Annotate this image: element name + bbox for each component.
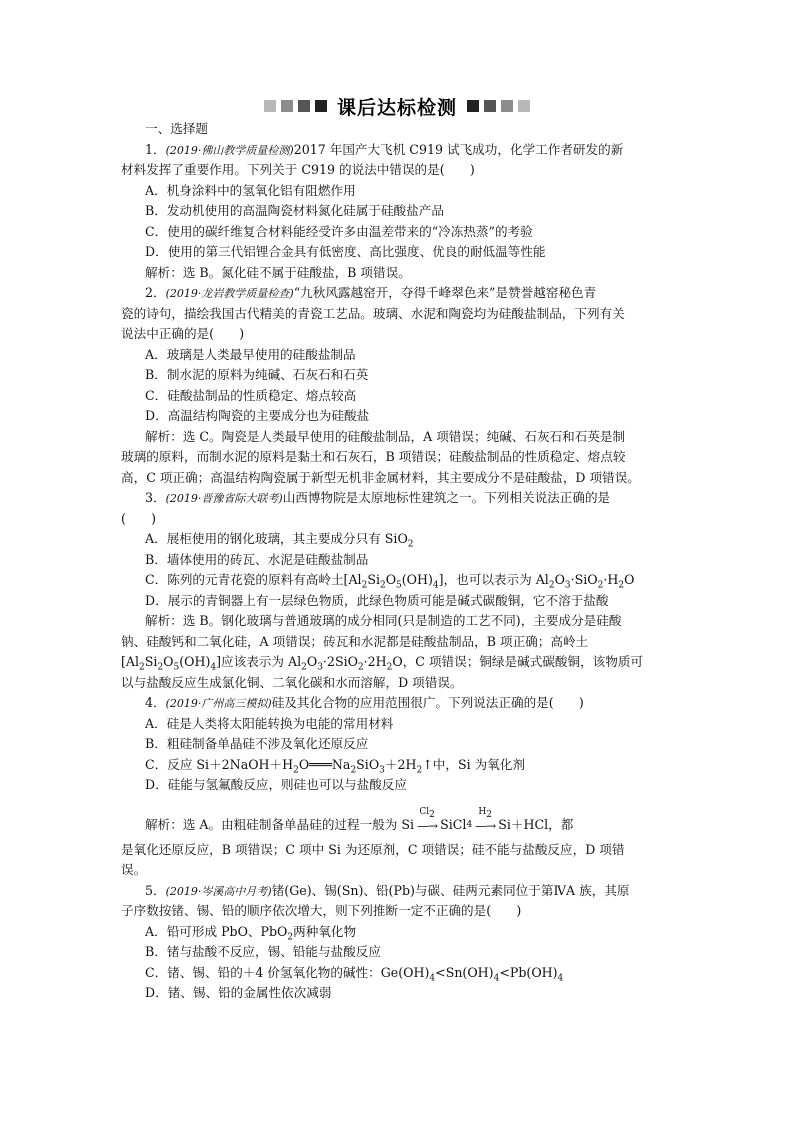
subscript: 3: [564, 580, 571, 591]
subscript: 2: [429, 809, 435, 820]
q3-stem-line1: [121, 488, 676, 509]
q1-option-c: C．使用的碳纤维复合材料能经受许多由温差带来的“冷冻热蒸”的考验: [145, 223, 533, 239]
subscript: 4: [466, 820, 473, 830]
q1-option-a: A．机身涂料中的氢氧化铝有阻燃作用: [145, 182, 356, 198]
decor-square: [467, 100, 479, 112]
subscript: 2: [293, 765, 299, 776]
q3-analysis-text: O: [306, 654, 318, 669]
header-right-squares: [467, 100, 530, 112]
header-left-squares: [264, 100, 327, 112]
q4-analysis-text: Si＋HCl，都: [498, 817, 574, 832]
reagent-label: H: [478, 806, 487, 817]
q3-option-c-text: ]，也可以表示为 Al: [438, 572, 549, 587]
q3-option-c-text: Si: [367, 572, 380, 587]
decor-square: [281, 100, 293, 112]
q5-stem-line1: [121, 881, 676, 902]
q5-option-c-text: C．锗、锡、铅的＋4 价氢氧化物的碱性：Ge(OH): [145, 964, 430, 980]
q5-option-a-text: A．铅可形成 PbO、PbO: [145, 923, 288, 939]
q3-analysis-text: [Al: [121, 654, 140, 669]
q2-number: 2．: [145, 285, 166, 300]
arrow-reagent: [478, 807, 492, 820]
subscript: 4: [493, 973, 500, 984]
subscript: 4: [429, 973, 436, 984]
q3-analysis-line3: [121, 652, 676, 673]
q2-option-a: A．玻璃是人类最早使用的硅酸盐制品: [145, 346, 356, 362]
q1-option-b: B．发动机使用的高温陶瓷材料氮化硅属于硅酸盐产品: [145, 203, 444, 218]
arrow-reagent: [419, 807, 435, 820]
question-content: [121, 119, 676, 1004]
q1-stem-line2: 材料发挥了重要作用。下列关于 C919 的说法中错误的是( ): [121, 162, 475, 177]
q2-option-b: B．制水泥的原料为纯碱、石灰石和石英: [145, 367, 369, 382]
q3-source: (2019·晋豫省际大联考): [165, 492, 283, 505]
q4-option-c: [121, 755, 676, 776]
subscript: 2: [350, 765, 357, 776]
reaction-arrow: [417, 807, 437, 832]
q4-option-a: A．硅是人类将太阳能转换为电能的常用材料: [145, 715, 394, 731]
subscript: 2: [597, 580, 604, 591]
q5-option-c: [121, 963, 676, 984]
q3-option-c-text: ·H: [603, 572, 619, 587]
q4-option-c-text: C．反应 Si＋2NaOH＋H: [145, 756, 294, 772]
q5-option-b: B．锗与盐酸不反应，锡、铅能与盐酸反应: [145, 944, 381, 959]
q4-stem-text: 硅及其化合物的应用范围很广。下列说法正确的是( ): [271, 695, 584, 710]
q1-number: 1．: [145, 141, 166, 157]
q2-stem-line1: [121, 283, 676, 304]
subscript: 4: [432, 580, 439, 591]
subscript: 2: [379, 580, 386, 591]
q4-stem: [121, 693, 676, 714]
q4-option-d: D．硅能与氢氟酸反应，则硅也可以与盐酸反应: [145, 777, 407, 792]
subscript: 3: [379, 765, 385, 776]
q4-option-c-text: ＋2H: [384, 756, 417, 772]
arrow-glyph: —→: [475, 818, 496, 833]
section-title: 一、选择题: [145, 121, 208, 136]
subscript: 2: [139, 662, 145, 673]
subscript: 4: [210, 662, 217, 673]
subscript: 4: [557, 973, 564, 984]
q2-option-d: D．高温结构陶瓷的主要成分也为硅酸盐: [145, 408, 370, 423]
q2-stem-line2: 瓷的诗句，描绘我国古代精美的青瓷工艺品。玻璃、水泥和陶瓷均为硅酸盐制品，下列有关: [121, 305, 625, 321]
q4-analysis-line3: 误。: [121, 862, 147, 877]
q5-source: (2019·岑溪高中月考): [165, 884, 272, 898]
decor-square: [264, 100, 276, 112]
q5-stem-a: 锗(Ge)、锡(Sn)、铅(Pb)与碳、硅两元素同位于第ⅣA 族，其原: [271, 882, 630, 898]
q2-analysis-line1: 解析：选 C。陶瓷是人类最早使用的硅酸盐制品，A 项错误；纯碱、石灰石和石英是制: [145, 428, 626, 444]
page-title: 课后达标检测: [336, 96, 457, 119]
subscript: 2: [548, 580, 555, 591]
q1-stem-a: 2017 年国产大飞机 C919 试飞成功，化学工作者研发的新: [293, 141, 624, 157]
q3-option-c-text: O: [554, 572, 565, 587]
subscript: 5: [396, 580, 402, 591]
q3-analysis-text: Si: [144, 654, 158, 669]
q5-option-c-text: <Pb(OH): [499, 964, 558, 980]
q2-stem-a: “九秋风露越窑开，夺得千峰翠色来”是赞誉越窑秘色青: [293, 285, 597, 300]
q4-option-c-text: O═══Na: [298, 756, 351, 772]
q3-option-c-text: ·SiO: [570, 572, 598, 587]
q1-source: (2019·佛山教学质量检测): [165, 143, 294, 157]
subscript: 2: [618, 580, 625, 591]
decor-square: [315, 100, 327, 112]
q3-option-c-text: (OH): [401, 572, 433, 587]
decor-square: [501, 100, 513, 112]
section-header: [0, 92, 794, 120]
q5-stem-line2: 子序数按锗、锡、铅的顺序依次增大，则下列推断一定不正确的是( ): [121, 903, 522, 918]
q3-analysis-text: O: [163, 654, 174, 669]
subscript: 2: [486, 809, 492, 820]
subscript: 3: [317, 662, 323, 673]
q3-stem-line2: ( ): [121, 510, 157, 526]
q2-stem-line3: 说法中正确的是( ): [121, 326, 245, 341]
q3-analysis-line2: 钠、硅酸钙和二氧化硅，A 项错误；砖瓦和水泥都是硅酸盐制品，B 项正确；高岭土: [121, 633, 589, 649]
decor-square: [484, 100, 496, 112]
q2-analysis-line2: 玻璃的原料，而制水泥的原料是黏土和石灰石，B 项错误；硅酸盐制品的性质稳定、熔点较: [121, 449, 626, 464]
q3-analysis-text: ]应该表示为 Al: [216, 654, 302, 669]
q3-stem-a: 山西博物院是太原地标性建筑之一。下列相关说法正确的是: [282, 490, 611, 505]
q3-number: 3．: [145, 490, 166, 505]
q4-analysis-formula: [121, 796, 676, 836]
q3-analysis-line1: 解析：选 B。钢化玻璃与普通玻璃的成分相同(只是制造的工艺不同)，主要成分是硅酸: [145, 613, 622, 628]
q5-option-d: D．锗、锡、铅的金属性依次减弱: [145, 985, 332, 1000]
q2-option-c: C．硅酸盐制品的性质稳定、熔点较高: [145, 387, 357, 403]
q3-option-c: [121, 570, 676, 591]
q2-source: (2019·龙岩教学质量检查): [165, 287, 294, 300]
decor-square: [518, 100, 530, 112]
subscript: 2: [386, 662, 393, 673]
reaction-arrow: [475, 807, 495, 832]
q3-analysis-text: ·2SiO: [322, 654, 358, 669]
q3-option-b: B．墙体使用的砖瓦、水泥是硅酸盐制品: [145, 551, 369, 567]
q4-analysis-line2: 是氧化还原反应，B 项错误；C 项中 Si 为还原剂，C 项错误；硅不能与盐酸反应，D 项错: [121, 841, 625, 857]
reagent-label: Cl: [419, 806, 430, 817]
q4-analysis-text: SiCl: [440, 817, 467, 832]
q3-option-d: D．展示的青铜器上有一层绿色物质，此绿色物质可能是碱式碳酸铜，它不溶于盐酸: [145, 592, 609, 608]
q3-option-a-text: A．展柜使用的钢化玻璃，其主要成分只有 SiO: [145, 531, 408, 546]
subscript: 5: [173, 662, 180, 673]
subscript: 2: [157, 662, 164, 673]
subscript: 2: [357, 662, 364, 673]
q5-option-a-text: 两种氧化物: [293, 923, 357, 939]
q1-stem-line1: [121, 140, 676, 161]
subscript: 2: [361, 580, 368, 591]
q4-option-c-text: SiO: [356, 756, 380, 772]
q3-option-c-text: C．陈列的元青花瓷的原料有高岭土[Al: [145, 572, 362, 587]
q3-analysis-text: (OH): [179, 654, 211, 669]
subscript: 2: [301, 662, 307, 673]
subscript: 2: [416, 765, 423, 776]
q4-option-b: B．粗硅制备单晶硅不涉及氧化还原反应: [145, 736, 369, 751]
q2-analysis-line3: 高，C 项正确；高温结构陶瓷属于新型无机非金属材料，其主要成分不是硅酸盐，D 项错误。: [121, 469, 640, 485]
subscript: 2: [407, 539, 414, 550]
q3-analysis-line4: 以与盐酸反应生成氯化铜、二氧化碳和水而溶解，D 项错误。: [121, 674, 463, 690]
q5-number: 5．: [145, 882, 166, 898]
q4-number: 4．: [145, 695, 166, 710]
q5-option-c-text: <Sn(OH): [435, 964, 494, 980]
q5-option-a: [121, 922, 676, 943]
decor-square: [298, 100, 310, 112]
arrow-glyph: —→: [417, 818, 438, 833]
q3-option-a: [121, 529, 676, 550]
q3-analysis-text: O，C 项错误；铜绿是碱式碳酸铜，该物质可: [392, 654, 644, 669]
q3-option-c-text: O: [385, 572, 397, 587]
q1-analysis: 解析：选 B。氮化硅不属于硅酸盐，B 项错误。: [145, 264, 411, 280]
q3-option-c-text: O: [624, 572, 635, 587]
q4-analysis-text: 解析：选 A。由粗硅制备单晶硅的过程一般为 Si: [145, 817, 415, 832]
q4-source: (2019·广州高三模拟): [165, 697, 272, 710]
q1-option-d: D．使用的第三代铝锂合金具有低密度、高比强度、优良的耐低温等性能: [145, 244, 546, 259]
subscript: 2: [287, 932, 294, 943]
q3-analysis-text: ·2H: [363, 654, 387, 669]
q4-option-c-text: ↑中，Si 为氧化剂: [422, 756, 525, 772]
